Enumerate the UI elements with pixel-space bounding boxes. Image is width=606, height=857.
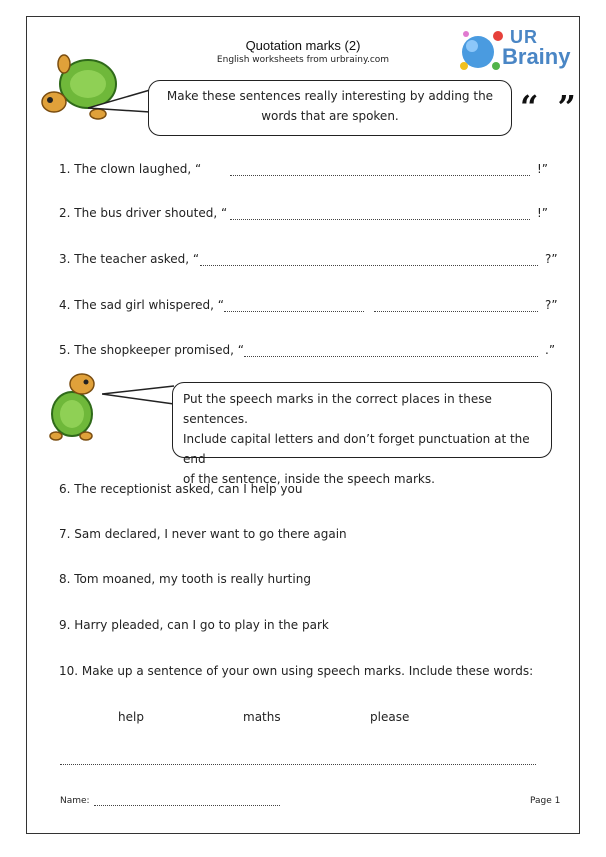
answer-line-5[interactable] bbox=[244, 356, 538, 357]
name-label: Name: bbox=[60, 796, 90, 806]
question-4-end: ?” bbox=[545, 298, 558, 312]
question-2: 2. The bus driver shouted, “ bbox=[59, 206, 228, 220]
question-2-end: !” bbox=[537, 206, 549, 220]
name-line[interactable] bbox=[94, 805, 280, 806]
question-3: 3. The teacher asked, “ bbox=[59, 252, 200, 266]
question-5: 5. The shopkeeper promised, “ bbox=[59, 343, 244, 357]
instruction-1-line-2: words that are spoken. bbox=[261, 109, 399, 123]
instruction-bubble-2 bbox=[172, 382, 552, 486]
urbrainy-logo bbox=[458, 26, 570, 76]
question-5-end: .” bbox=[545, 343, 556, 357]
instruction-2-line-3: of the sentence, inside the speech marks. bbox=[183, 472, 435, 486]
question-10: 10. Make up a sentence of your own using speech marks. Include these words: bbox=[59, 664, 534, 678]
word-please: please bbox=[370, 710, 410, 724]
answer-line-1[interactable] bbox=[230, 175, 530, 176]
instruction-2-line-1: Put the speech marks in the correct places in these sentences. bbox=[183, 392, 492, 426]
answer-line-4a[interactable] bbox=[224, 311, 364, 312]
question-1-end: !” bbox=[537, 162, 549, 176]
answer-line-10[interactable] bbox=[60, 764, 536, 765]
question-9: 9. Harry pleaded, can I go to play in the park bbox=[59, 618, 329, 632]
turtle-illustration-2 bbox=[44, 370, 102, 442]
page-title: Quotation marks (2) bbox=[245, 38, 361, 53]
answer-line-2[interactable] bbox=[230, 219, 530, 220]
instruction-bubble-1 bbox=[148, 80, 512, 136]
quotation-marks-symbol: “ ” bbox=[520, 88, 580, 126]
question-7: 7. Sam declared, I never want to go there again bbox=[59, 527, 347, 541]
instruction-1-line-1: Make these sentences really interesting by adding the bbox=[166, 89, 494, 103]
logo-brainy: Brainy bbox=[502, 44, 571, 69]
logo-ur: UR bbox=[510, 27, 538, 47]
word-maths: maths bbox=[243, 710, 281, 724]
question-3-end: ?” bbox=[545, 252, 558, 266]
bubble-tail-2 bbox=[102, 384, 176, 408]
question-6: 6. The receptionist asked, can I help you bbox=[59, 482, 303, 496]
question-1: 1. The clown laughed, “ bbox=[59, 162, 202, 176]
question-4: 4. The sad girl whispered, “ bbox=[59, 298, 224, 312]
answer-line-4b[interactable] bbox=[374, 311, 538, 312]
instruction-2-line-2: Include capital letters and don’t forget punctuation at the end bbox=[183, 432, 530, 466]
bubble-tail bbox=[88, 88, 152, 118]
question-8: 8. Tom moaned, my tooth is really hurting bbox=[59, 572, 311, 586]
word-help: help bbox=[118, 710, 144, 724]
page-subtitle: English worksheets from urbrainy.com bbox=[216, 55, 390, 65]
page-number: Page 1 bbox=[530, 796, 561, 806]
answer-line-3[interactable] bbox=[200, 265, 538, 266]
